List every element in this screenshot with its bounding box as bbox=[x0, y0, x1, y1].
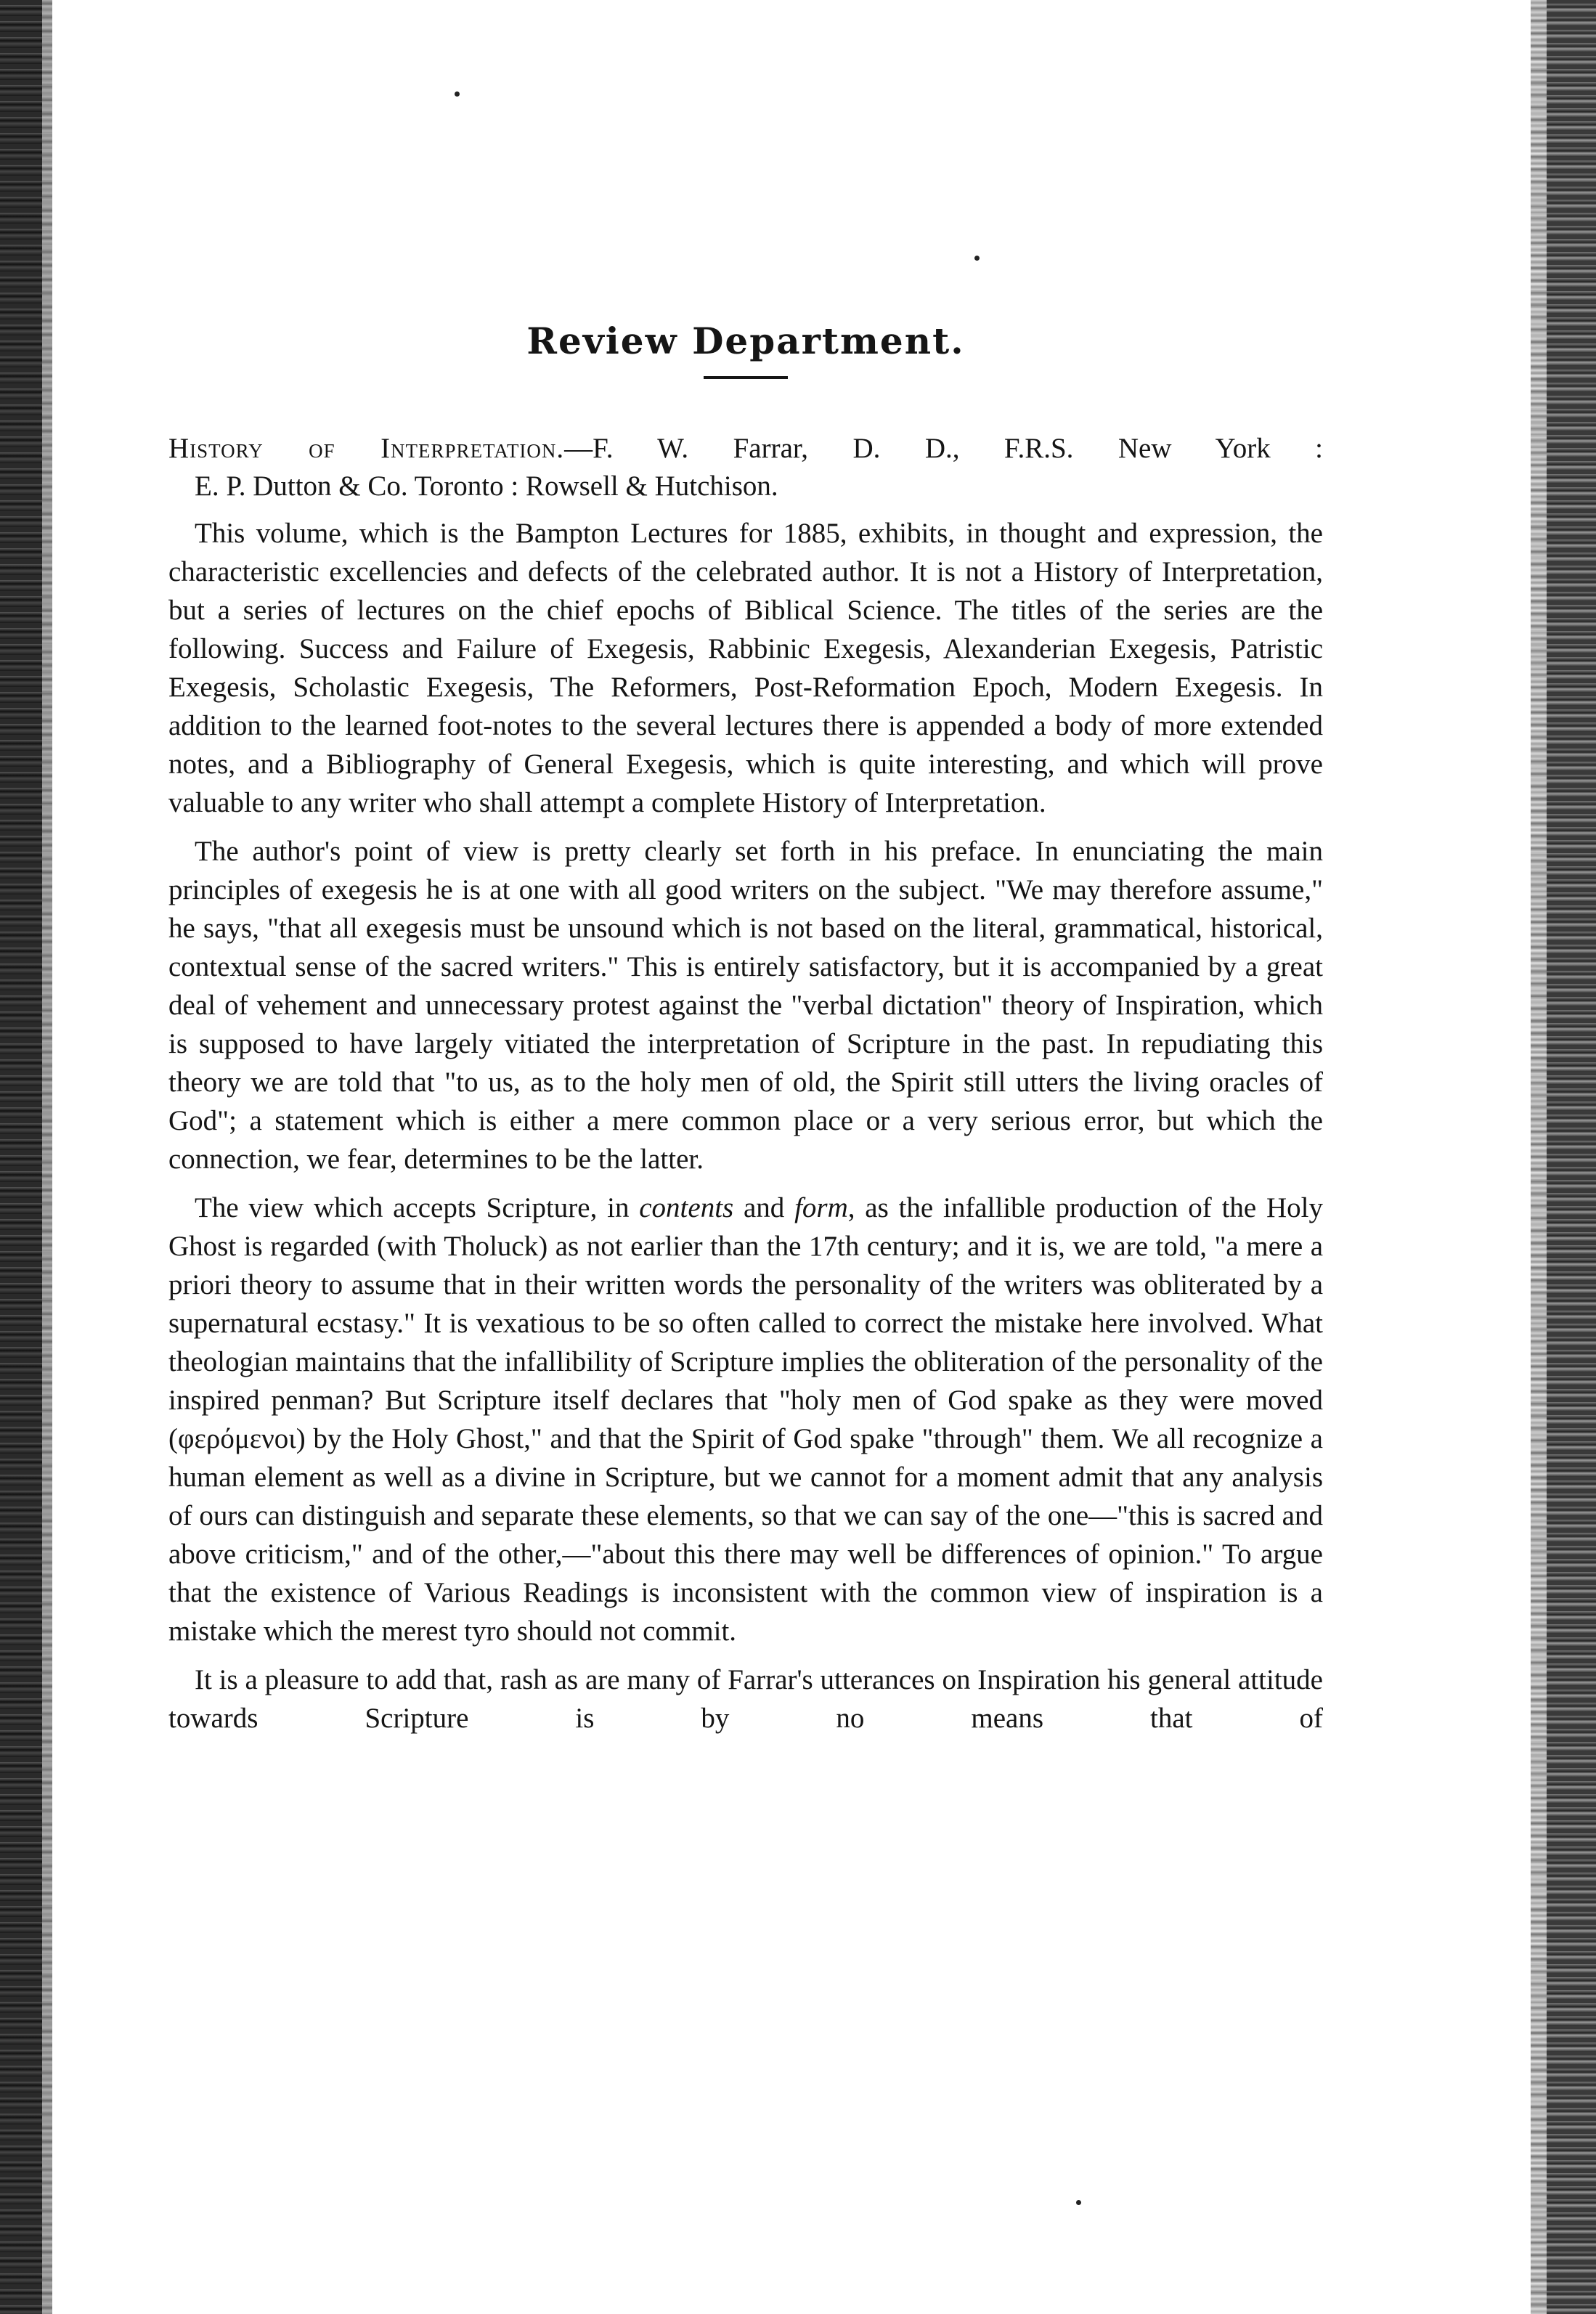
paragraph-text: , as the infallible production of the Holy Ghost is regarded (with Tholuck) as not earlier than the 17th century; and it is, we are told, "a mere a priori theory to assume that in their written words the personality of the writers was obliterated by a supernatural ecstasy." It is vexatious to be so often called to correct the mistake here involved. What theologian maintains that the infallibility of Scripture implies the obliteration of the personality of the inspired penman? But Scripture itself declares that "holy men of God spake as they were moved (φερόμενοι) by the Holy Ghost," and that the Spirit of God spake "through" them. We all recognize a human element as well as a divine in Scripture, but we cannot for a moment admit that any analysis of ours can distinguish and separate these elements, so that we can say of the one—"this is sacred and above criticism," and of the other,—"about this there may well be differences of opinion." To argue that the existence of Various Readings is inconsistent with the common view of inspiration is a mistake which the merest tyro should not commit. bbox=[168, 1192, 1323, 1647]
scan-speck bbox=[455, 91, 460, 97]
book-publisher: E. P. Dutton & Co. Toronto : Rowsell & Hutchison. bbox=[195, 470, 778, 502]
scan-right-edge bbox=[1531, 0, 1596, 2314]
scan-speck bbox=[974, 256, 980, 261]
book-citation bbox=[168, 430, 1323, 468]
paragraph: This volume, which is the Bampton Lectures for 1885, exhibits, in thought and expression, the characteristic excellencies and defects of the celebrated author. It is not a History of Interpretation, but a series of lectures on the chief epochs of Biblical Science. The titles of the series are the following. Success and Failure of Exegesis, Rabbinic Exegesis, Alexanderian Exegesis, Patristic Exegesis, Scholastic Exegesis, The Reformers, Post-Reformation Epoch, Modern Exegesis. In addition to the learned foot-notes to the several lectures there is appended a body of more extended notes, and a Bibliography of General Exegesis, which is quite interesting, and which will prove valuable to any writer who shall attempt a complete History of Interpretation. bbox=[168, 518, 1323, 818]
heading-rule bbox=[704, 376, 788, 379]
scan-left-edge bbox=[0, 0, 52, 2314]
review-article bbox=[168, 319, 1323, 1748]
paragraph: The author's point of view is pretty clearly set forth in his preface. In enunciating the main principles of exegesis he is at one with all good writers on the subject. "We may therefore assume," he says, "that all exegesis must be unsound which is not based on the literal, grammatical, historical, contextual sense of the sacred writers." This is entirely satisfactory, but it is accompanied by a great deal of vehement and unnecessary protest against the "verbal dictation" theory of Inspiration, which is supposed to have largely vitiated the interpretation of Scripture in the past. In repudiating this theory we are told that "to us, as to the holy men of old, the Spirit still utters the living oracles of God"; a statement which is either a mere common place or a very serious error, but which the connection, we fear, determines to be the latter. bbox=[168, 836, 1323, 1175]
italic-word: form bbox=[794, 1192, 848, 1223]
paragraph-text: and bbox=[733, 1192, 795, 1223]
book-author: —F. W. Farrar, D. D., F.R.S. New York : bbox=[564, 433, 1323, 464]
scan-speck bbox=[1076, 2200, 1081, 2205]
paragraph bbox=[168, 1189, 1323, 1650]
book-title: History of Interpretation. bbox=[168, 433, 565, 464]
italic-word: contents bbox=[639, 1192, 734, 1223]
section-heading: Review Department. bbox=[526, 319, 965, 362]
paragraph-text: The view which accepts Scripture, in bbox=[195, 1192, 640, 1223]
paragraph: It is a pleasure to add that, rash as are many of Farrar's utterances on Inspiration his general attitude towards Scripture is by no means that of bbox=[168, 1664, 1323, 1734]
